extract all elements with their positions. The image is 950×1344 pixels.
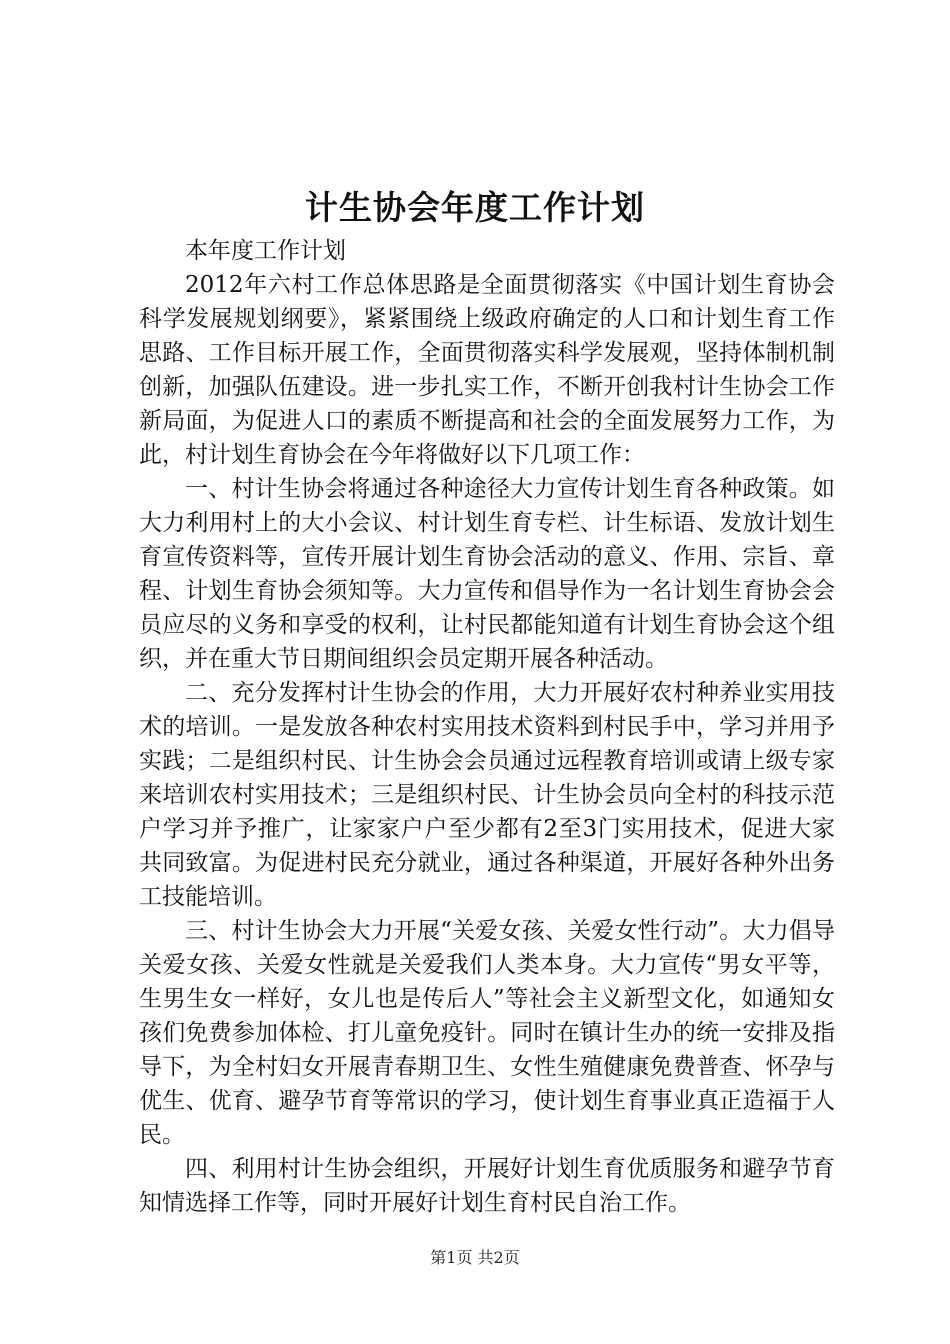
- paragraph-item-2: 二、充分发挥村计生协会的作用，大力开展好农村种养业实用技术的培训。一是发放各种农村实用技术资料到村民手中，学习并用予实践；二是组织村民、计生协会会员通过远程教育培训或请上级专家来培训农村实用技术；三是组织村民、计生协会员向全村的科技示范户学习并予推广，让家家户户至少都有2至3门实用技术，促进大家共同致富。为促进村民充分就业，通过各种渠道，开展好各种外出务工技能培训。: [139, 680, 835, 910]
- paragraph-item-3: 三、村计生协会大力开展“关爱女孩、关爱女性行动”。大力倡导关爱女孩、关爱女性就是关爱我们人类本身。大力宣传“男女平等，生男生女一样好，女儿也是传后人”等社会主义新型文化，如通知女孩们免费参加体检、打儿童免疫针。同时在镇计生办的统一安排及指导下，为全村妇女开展青春期卫生、女性生殖健康免费普查、怀孕与优生、优育、避孕节育等常识的学习，使计划生育事业真正造福于人民。: [139, 918, 835, 1148]
- paragraph-intro: 2012年六村工作总体思路是全面贯彻落实《中国计划生育协会科学发展规划纲要》，紧紧围绕上级政府确定的人口和计划生育工作思路、工作目标开展工作，全面贯彻落实科学发展观，坚持体制机制创新，加强队伍建设。进一步扎实工作，不断开创我村计生协会工作新局面，为促进人口的素质不断提高和社会的全面发展努力工作，为此，村计划生育协会在今年将做好以下几项工作：: [139, 272, 835, 468]
- document-body: [139, 234, 835, 1220]
- document-title: 计生协会年度工作计划: [305, 188, 645, 227]
- paragraph-subtitle: 本年度工作计划: [185, 238, 346, 264]
- paragraph-item-4: 四、利用村计生协会组织，开展好计划生育优质服务和避孕节育知情选择工作等，同时开展好计划生育村民自治工作。: [139, 1156, 835, 1216]
- page-number-footer: 第1页 共2页: [430, 1248, 520, 1267]
- paragraph-item-1: 一、村计生协会将通过各种途径大力宣传计划生育各种政策。如大力利用村上的大小会议、村计划生育专栏、计生标语、发放计划生育宣传资料等，宣传开展计划生育协会活动的意义、作用、宗旨、章程、计划生育协会须知等。大力宣传和倡导作为一名计划生育协会会员应尽的义务和享受的权利，让村民都能知道有计划生育协会这个组织，并在重大节日期间组织会员定期开展各种活动。: [139, 476, 835, 672]
